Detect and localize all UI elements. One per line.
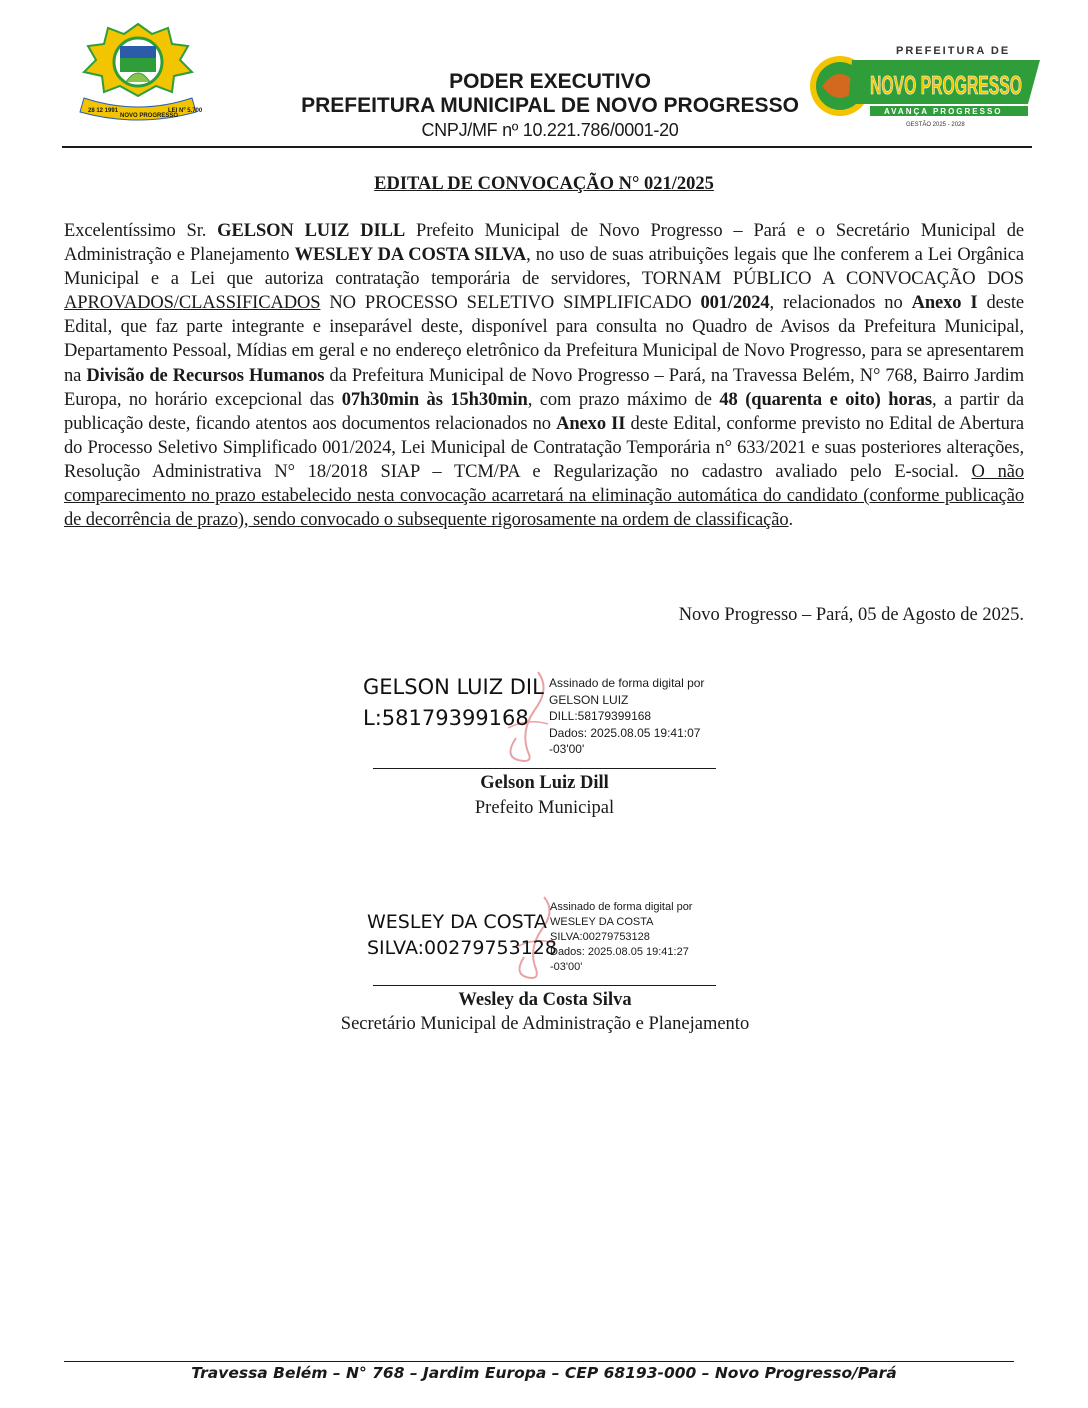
body-underline-warning: O não comparecimento no prazo estabelecido nesta convocação acarretará na eliminação automática do candidato (conforme publicação de decorrência de prazo), sendo convocado o subsequente rigorosamente na ordem de classificação	[64, 461, 1024, 531]
signature-info-line: SILVA:00279753128	[550, 931, 650, 943]
footer-address: Travessa Belém – N° 768 – Jardim Europa – CEP 68193-000 – Novo Progresso/Pará	[191, 1364, 897, 1382]
header-divider	[62, 146, 1032, 148]
digital-signature-name	[367, 909, 557, 961]
footer-divider	[64, 1361, 1014, 1362]
document-body-paragraph	[64, 219, 1024, 532]
body-text: NO PROCESSO SELETIVO SIMPLIFICADO	[320, 293, 701, 314]
crest-ribbon-center: NOVO PROGRESSO	[120, 113, 179, 119]
signer-role: Prefeito Municipal	[474, 798, 615, 818]
body-text: da Prefeitura Municipal de Novo Progresso – Pará, na Travessa Belém, N° 768, Bairro Jardim Europa, no horário excepcional das	[64, 365, 1024, 410]
signature-info-line: Assinado de forma digital por	[549, 676, 705, 690]
brand-logo-top: PREFEITURA DE	[896, 45, 1011, 57]
body-text: , com prazo máximo de	[527, 389, 720, 410]
body-bold-deadline: 48 (quarenta e oito) horas	[719, 389, 932, 410]
body-bold-secretary: WESLEY DA COSTA SILVA	[294, 245, 527, 266]
body-bold-process-number: 001/2024	[700, 293, 770, 314]
body-text: deste Edital, que faz parte integrante e inseparável deste, disponível para consulta no Quadro de Avisos da Prefeitura Municipal, Departamento Pessoal, Mídias em geral e no endereço eletrônico da Prefeitura Municipal de Novo Progresso, para se apresentarem na	[64, 293, 1024, 386]
header-prefecture-name: PREFEITURA MUNICIPAL DE NOVO PROGRESSO	[301, 94, 799, 117]
body-bold-hours: 07h30min às 15h30min	[341, 389, 528, 410]
body-text: Prefeito Municipal de Novo Progresso – Pará e o Secretário Municipal de Administração e Planejamento	[64, 221, 1025, 266]
digital-signature-name-line: SILVA:00279753128	[367, 937, 557, 959]
digital-signature-info	[550, 900, 740, 975]
body-text: Excelentíssimo Sr.	[64, 221, 218, 241]
signer-role: Secretário Municipal de Administração e Planejamento	[340, 1014, 750, 1034]
digital-signature-name-line: WESLEY DA COSTA	[367, 911, 547, 933]
header-power-label: PODER EXECUTIVO	[449, 70, 651, 93]
body-text: , a partir da publicação deste, ficando atentos aos documentos relacionados no	[64, 389, 1024, 434]
date-line: Novo Progresso – Pará, 05 de Agosto de 2025.	[678, 605, 1024, 625]
body-underline-approved: APROVADOS/CLASSIFICADOS	[64, 293, 321, 314]
body-bold-mayor: GELSON LUIZ DILL	[217, 221, 406, 241]
municipal-crest-logo	[64, 20, 212, 130]
signature-info-line: Assinado de forma digital por	[550, 901, 693, 913]
body-bold-annex-2: Anexo II	[556, 413, 626, 434]
digital-signature-info	[549, 675, 739, 758]
signature-info-line: Dados: 2025.08.05 19:41:07	[549, 725, 701, 740]
body-text: , no uso de suas atribuições legais que lhe conferem a Lei Orgânica Municipal e a Lei que autoriza contratação temporária de servidores, TORNAM PÚBLICO A CONVOCAÇÃO DOS	[64, 245, 1024, 290]
crest-ribbon-right: LEI Nº 5.700	[168, 108, 203, 114]
crest-ribbon-left: 28 12 1991	[88, 108, 119, 114]
header-cnpj: CNPJ/MF nº 10.221.786/0001-20	[421, 120, 679, 140]
body-text: .	[788, 510, 794, 531]
signature-line	[373, 985, 716, 986]
signature-info-line: -03'00'	[549, 742, 585, 757]
signer-name: Wesley da Costa Silva	[458, 990, 632, 1010]
body-bold-annex-1: Anexo I	[911, 293, 978, 314]
brand-logo-term: GESTÃO 2025 - 2028	[906, 122, 965, 128]
signature-line	[373, 768, 716, 769]
novo-progresso-brand-logo	[808, 42, 1044, 134]
signature-info-line: Dados: 2025.08.05 19:41:27	[550, 946, 689, 958]
brand-logo-name: NOVO PROGRESSO	[870, 70, 1022, 100]
signature-info-line: GELSON LUIZ	[549, 692, 629, 707]
digital-signature-name: GELSON LUIZ DILL:58179399168	[363, 675, 544, 730]
signature-info-line: -03'00'	[550, 961, 583, 973]
signature-info-line: DILL:58179399168	[549, 709, 652, 724]
signature-info-line: WESLEY DA COSTA	[550, 916, 654, 928]
document-title: EDITAL DE CONVOCAÇÃO N° 021/2025	[374, 174, 714, 194]
brand-logo-slogan: AVANÇA PROGRESSO	[884, 107, 1003, 116]
body-text: deste Edital, conforme previsto no Edital de Abertura do Processo Seletivo Simplificado 001/2024, Lei Municipal de Contratação Temporária n° 633/2021 e suas posteriores alterações, Resolução Administrativa N° 18/2018 SIAP – TCM/PA e Regularização no cadastro avaliado pelo E-social.	[64, 413, 1024, 482]
signer-name: Gelson Luiz Dill	[480, 773, 609, 793]
body-text: , relacionados no	[769, 293, 912, 314]
body-bold-hr-division: Divisão de Recursos Humanos	[86, 365, 325, 386]
